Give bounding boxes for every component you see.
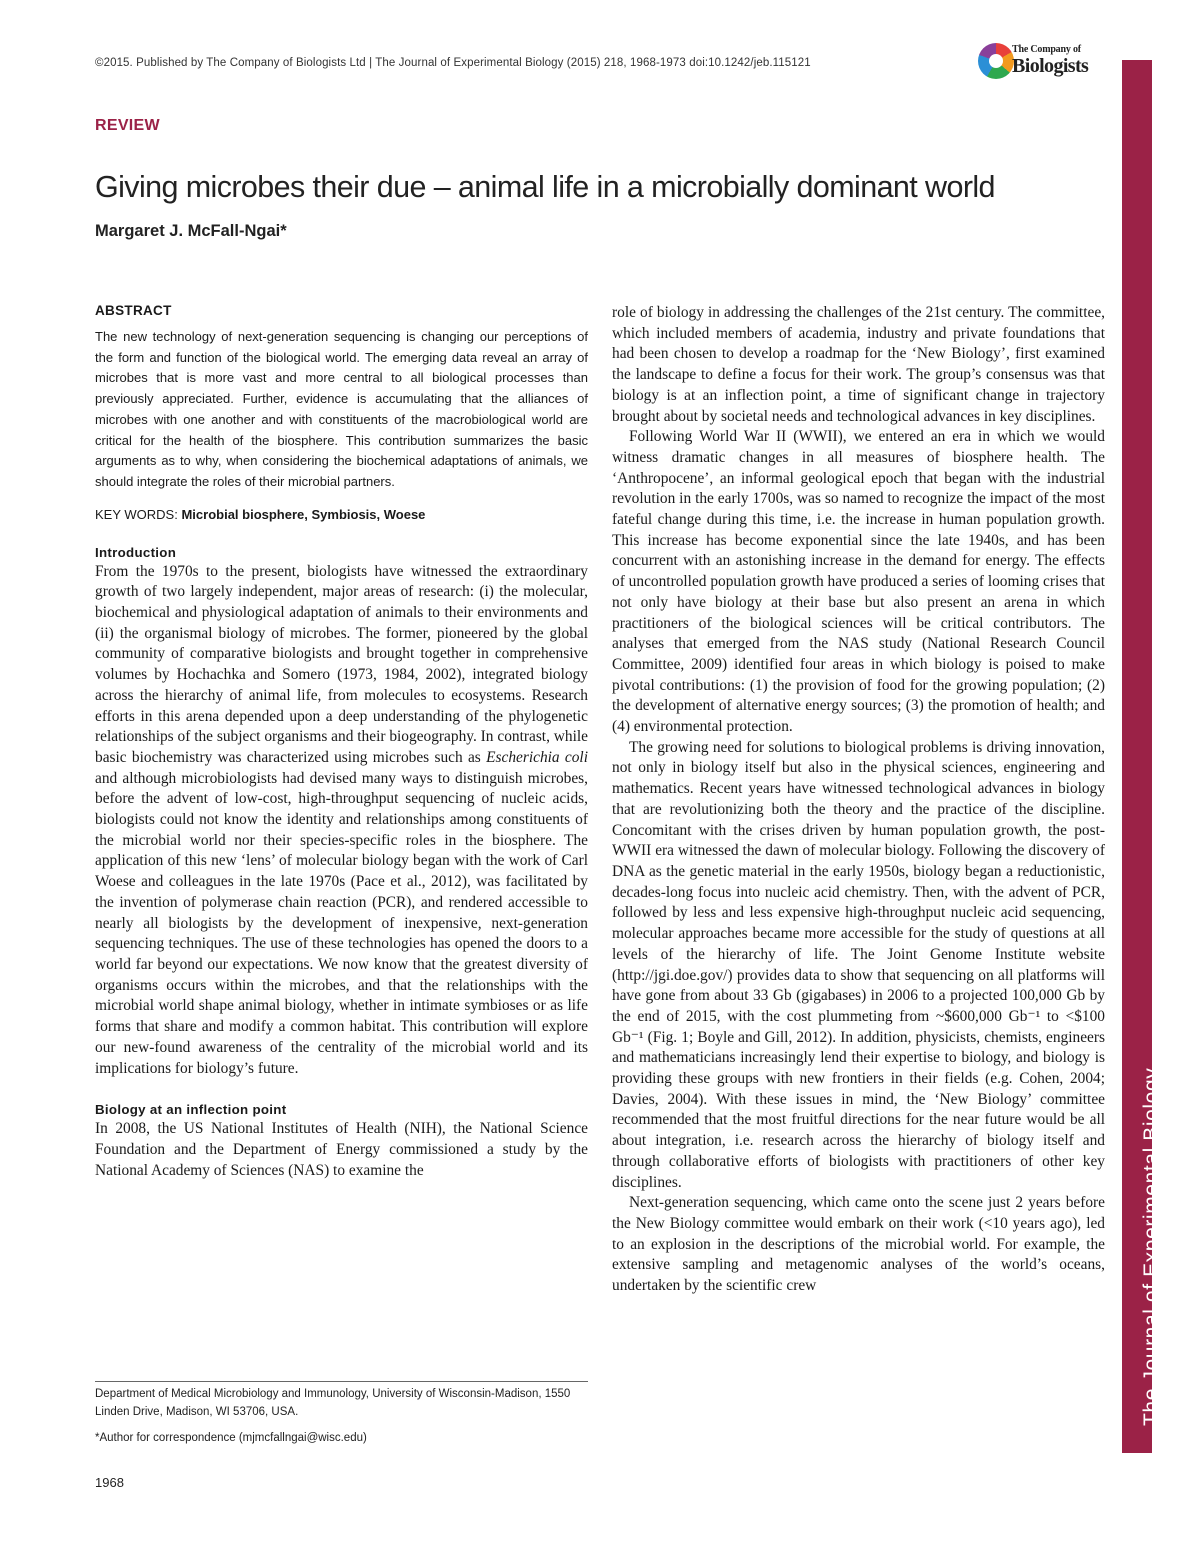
inflection-paragraph: In 2008, the US National Institutes of Health (NIH), the National Science Foundation and the Department of Energy commissioned a study by the National Academy of Sciences (NAS) to examine the bbox=[95, 1120, 588, 1179]
left-column bbox=[95, 303, 588, 1181]
logo-circle-icon bbox=[978, 43, 1014, 79]
abstract-text: The new technology of next-generation sequencing is changing our perceptions of the form and function of the biological world. The emerging data reveal an array of microbes that is more vast and more central to all biological processes than previously appreciated. Further, evidence is accumulating that the alliances of microbes with one another and with constituents of the macrobiological world are critical for the health of the biosphere. This contribution summarizes the basic arguments as to why, when considering the biochemical adaptations of animals, we should integrate the roles of their microbial partners. bbox=[95, 329, 588, 489]
keywords bbox=[95, 507, 588, 522]
keywords-label: KEY WORDS: bbox=[95, 506, 178, 522]
article-title: Giving microbes their due – animal life in a microbially dominant world bbox=[95, 170, 995, 204]
article-author: Margaret J. McFall-Ngai* bbox=[95, 222, 287, 240]
right-paragraph-2: Following World War II (WWII), we entered an era in which we would witness dramatic changes in all measures of biosphere health. The ‘Anthropocene’, an informal geological epoch that began with the industrial revolution in the early 1700s, was so named to recognize the impact of the most fateful change during this time, i.e. the increase in human population growth. This increase has become exponential since the late 1940s, and has been concurrent with an astonishing increase in the demand for energy. The effects of uncontrolled population growth have produced a series of looming crises that not only have biology at their base but also present an arena in which practitioners of the biological sciences will be critical contributors. The analyses that emerged from the NAS study (National Research Council Committee, 2009) identified four areas in which biology is poised to make pivotal contributions: (1) the provision of food for the growing population; (2) the development of alternative energy sources; (3) the promotion of health; and (4) environmental protection. bbox=[612, 428, 1105, 736]
right-paragraph-3: The growing need for solutions to biological problems is driving innovation, not only in biology itself but also in the physical sciences, engineering and mathematics. Recent years have witnessed technological advances in biology that are revolutionizing both the theory and the practice of the discipline. Concomitant with the crises driven by human population growth, the post-WWII era witnessed the dawn of molecular biology. Following the discovery of DNA as the genetic material in the early 1950s, biology began a reductionistic, decades-long focus into nucleic acid chemistry. Then, with the advent of PCR, followed by less and less expensive high-throughput nucleic acid sequencing, molecular approaches became more accessible for the study of questions at all levels of the hierarchy of life. The Joint Genome Institute website (http://jgi.doe.gov/) provides data to show that sequencing on all platforms will have gone from about 33 Gb (gigabases) in 2006 to a projected 100,000 Gb by the end of 2015, with the cost plummeting from ~$600,000 Gb⁻¹ to <$100 Gb⁻¹ (Fig. 1; Boyle and Gill, 2012). In addition, physicists, chemists, engineers and mathematicians increasingly lend their expertise to biology, and biology is providing these groups with new frontiers in their fields (e.g. Cohen, 2004; Davies, 2004). With these issues in mind, the ‘New Biology’ committee recommended that the most fruitful directions for the near future would be all about integration, i.e. research across the hierarchy of biology itself and through collaborative efforts of biologists with practitioners of other key disciplines. bbox=[612, 738, 1105, 1191]
footnote-divider bbox=[95, 1381, 588, 1382]
correspondence: *Author for correspondence (mjmcfallngai@wisc.edu) bbox=[95, 1432, 367, 1444]
intro-heading: Introduction bbox=[95, 544, 177, 560]
logo-big-text: Biologists bbox=[1012, 55, 1089, 77]
right-paragraph-1: role of biology in addressing the challenges of the 21st century. The committee, which included members of academia, industry and private foundations that had been chosen to develop a roadmap for the ‘New Biology’, first examined the landscape to define a focus for their work. The group’s consensus was that biology is at an inflection point, a time of significant change in trajectory brought about by societal needs and technological advances in key disciplines. bbox=[612, 304, 1105, 425]
citation-header: ©2015. Published by The Company of Biologists Ltd | The Journal of Experimental Biology (2015) 218, 1968-1973 doi:10.1242/jeb.115121 bbox=[95, 57, 811, 69]
intro-text-b: and although microbiologists had devised many ways to distinguish microbes, before the advent of low-cost, high-throughput sequencing of nucleic acids, biologists could not know the identity and relationships among constituents of the microbial world nor their species-specific roles in the biosphere. The application of this new ‘lens’ of molecular biology began with the work of Carl Woese and colleagues in the late 1970s (Pace et al., 2012), was facilitated by the invention of polymerase chain reaction (PCR), and rendered accessible to nearly all biologists by the development of inexpensive, next-generation sequencing techniques. The use of these technologies has opened the doors to a world far beyond our expectations. We now know that the greatest diversity of organisms occurs within the microbes, and that the relationships with the microbial world shape animal biology, whether in intimate symbioses or as life forms that share and modify a common habitat. This contribution will explore our new-found awareness of the centrality of the microbial world and its implications for biology’s future. bbox=[95, 769, 588, 1077]
article-type: REVIEW bbox=[95, 117, 160, 134]
affiliation: Department of Medical Microbiology and Immunology, University of Wisconsin-Madison, 1550 Linden Drive, Madison, WI 53706, USA. bbox=[95, 1388, 571, 1418]
abstract-heading: ABSTRACT bbox=[95, 303, 172, 318]
page-number: 1968 bbox=[95, 1475, 124, 1490]
logo-small-text: The Company of bbox=[1012, 44, 1081, 55]
company-of-biologists-logo[interactable] bbox=[978, 40, 1108, 86]
intro-species: Escherichia coli bbox=[486, 748, 588, 766]
inflection-heading: Biology at an inflection point bbox=[95, 1102, 287, 1118]
journal-side-title: The Journal of Experimental Biology bbox=[1140, 1067, 1163, 1426]
intro-text-a: From the 1970s to the present, biologists have witnessed the extraordinary growth of two largely independent, major areas of research: (i) the molecular, biochemical and physiological adaptation of animals to their environments and (ii) the organismal biology of microbes. The former, pioneered by the global community of comparative biologists and brought together in comprehensive volumes by Hochachka and Somero (1973, 1984, 2002), integrated biology across the hierarchy of animal life, from molecules to ecosystems. Research efforts in this arena depended upon a deep understanding of the phylogenetic relationships of the subject organisms and their biogeography. In contrast, while basic biochemistry was characterized using microbes such as bbox=[95, 562, 588, 766]
keywords-list: Microbial biosphere, Symbiosis, Woese bbox=[181, 506, 426, 522]
intro-paragraph bbox=[95, 562, 588, 1080]
right-paragraph-4: Next-generation sequencing, which came onto the scene just 2 years before the New Biology committee would embark on their work (<10 years ago), led to an explosion in the descriptions of the microbial world. For example, the extensive sampling and metagenomic analyses of the world’s oceans, undertaken by the scientific crew bbox=[612, 1194, 1105, 1295]
right-column bbox=[612, 303, 1105, 1297]
